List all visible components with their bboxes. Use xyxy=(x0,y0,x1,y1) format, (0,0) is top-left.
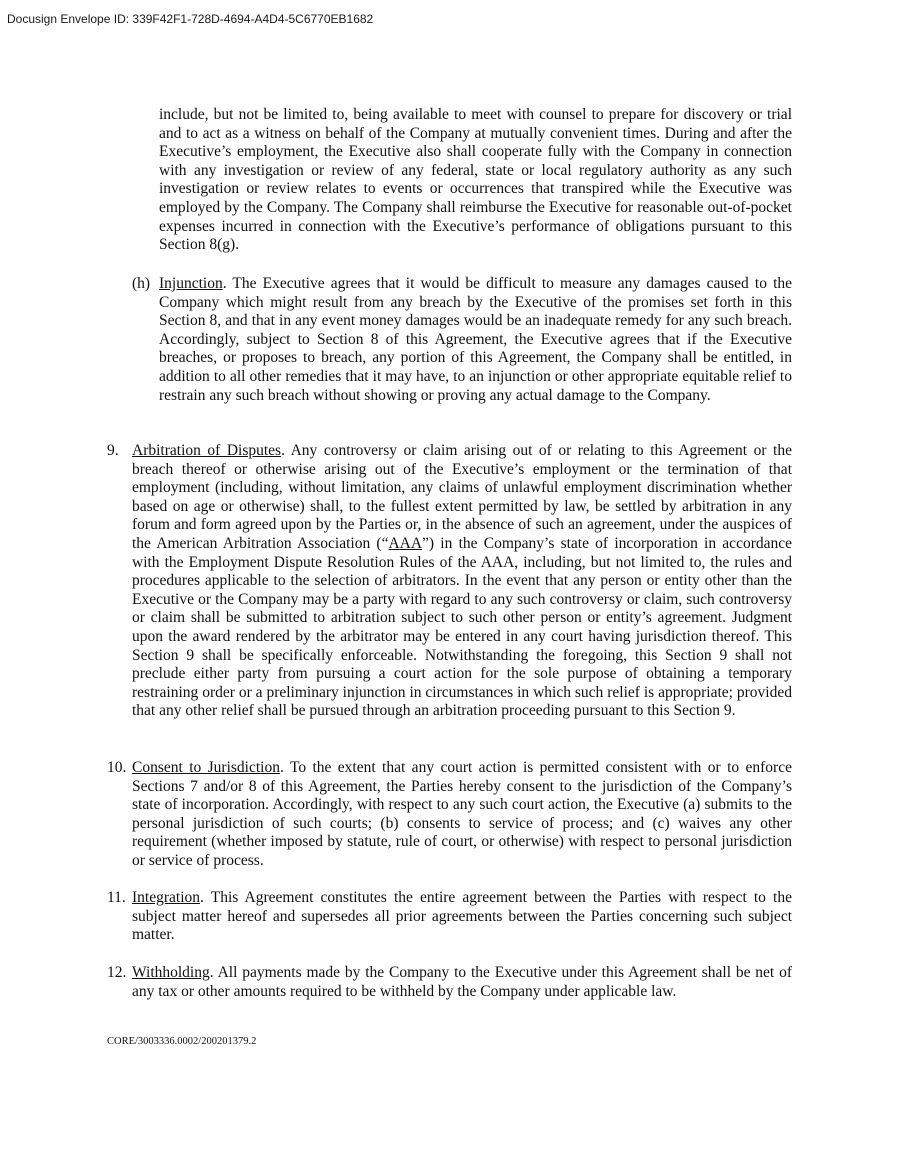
section-h-heading: Injunction xyxy=(159,275,223,292)
section-10-number: 10. xyxy=(107,759,127,776)
continuation-text: include, but not be limited to, being available to meet with counsel to prepare for discovery or trial and to act as a witness on behalf of the Company at mutually convenient times. During and after the Executive’s employment, the Executive also shall cooperate fully with the Company in connection with any investigation or review of any federal, state or local regulatory authority as any such investigation or review relates to events or occurrences that transpired while the Executive was employed by the Company. The Company shall reimburse the Executive for reasonable out-of-pocket expenses incurred in connection with the Executive’s performance of obligations pursuant to this Section 8(g). xyxy=(159,106,792,254)
section-11-heading: Integration xyxy=(132,889,201,906)
section-9-aaa: AAA xyxy=(388,534,423,552)
continuation-paragraph xyxy=(159,106,792,255)
section-10-body xyxy=(132,759,792,871)
section-9-heading: Arbitration of Disputes xyxy=(132,442,282,459)
section-h-body xyxy=(159,275,792,405)
section-10-heading: Consent to Jurisdiction xyxy=(132,759,280,776)
section-9-text-a: . Any controversy or claim arising out of or relating to this Agreement or the breach thereof or otherwise arising out of the Executive’s employment or the termination of that employment (including, without limitation, any claims of unlawful employment discrimination whether based on age or otherwise) shall, to the fullest extent permitted by law, be settled by arbitration in any forum and form agreed upon by the Parties or, in the absence of such an agreement, under the auspices of the American Arbitration Association (“ xyxy=(132,442,792,552)
section-9-text-b: ”) in the Company’s state of incorporation in accordance with the Employment Dispute Resolution Rules of the AAA, including, but not limited to, the rules and procedures applicable to the selection of arbitrators. In the event that any person or entity other than the Executive or the Company may be a party with regard to any such controversy or claim, such controversy or claim shall be submitted to arbitration subject to such other person or entity’s agreement. Judgment upon the award rendered by the arbitrator may be entered in any court having jurisdiction thereof. This Section 9 shall be specifically enforceable. Notwithstanding the foregoing, this Section 9 shall not preclude either party from pursuing a court action for the sole purpose of obtaining a temporary restraining order or a preliminary injunction in circumstances in which such relief is appropriate; provided that any other relief shall be pursued through an arbitration proceeding pursuant to this Section 9. xyxy=(132,534,792,720)
section-12-text: . All payments made by the Company to the Executive under this Agreement shall be net of any tax or other amounts required to be withheld by the Company under applicable law. xyxy=(132,964,792,1000)
section-h-number: (h) xyxy=(132,275,151,292)
section-11-number: 11. xyxy=(107,889,126,906)
section-h-text: . The Executive agrees that it would be difficult to measure any damages caused to the Company which might result from any breach by the Executive of the promises set forth in this Section 8, and that in any event money damages would be an inadequate remedy for any such breach. Accordingly, subject to Section 8 of this Agreement, the Executive agrees that if the Executive breaches, or proposes to breach, any portion of this Agreement, the Company shall be entitled, in addition to all other remedies that it may have, to an injunction or other appropriate equitable relief to restrain any such breach without showing or proving any actual damage to the Company. xyxy=(159,275,792,404)
document-footer-code: CORE/3003336.0002/200201379.2 xyxy=(107,1036,257,1047)
section-9-number: 9. xyxy=(107,442,119,459)
section-10-text: . To the extent that any court action is permitted consistent with or to enforce Sections 7 and/or 8 of this Agreement, the Parties hereby consent to the jurisdiction of the Company’s state of incorporation. Accordingly, with respect to any such court action, the Executive (a) submits to the personal jurisdiction of such courts; (b) consents to service of process; and (c) waives any other requirement (whether imposed by statute, rule of court, or otherwise) with respect to personal jurisdiction or service of process. xyxy=(132,759,792,869)
section-9-body xyxy=(132,442,792,721)
section-11-text: . This Agreement constitutes the entire agreement between the Parties with respect to the subject matter hereof and supersedes all prior agreements between the Parties concerning such subject matter. xyxy=(132,889,792,944)
section-11-body xyxy=(132,889,792,945)
section-12-body xyxy=(132,964,792,1001)
section-12-number: 12. xyxy=(107,964,127,981)
section-12-heading: Withholding xyxy=(132,964,210,981)
envelope-id: Docusign Envelope ID: 339F42F1-728D-4694-A4D4-5C6770EB1682 xyxy=(7,12,374,26)
